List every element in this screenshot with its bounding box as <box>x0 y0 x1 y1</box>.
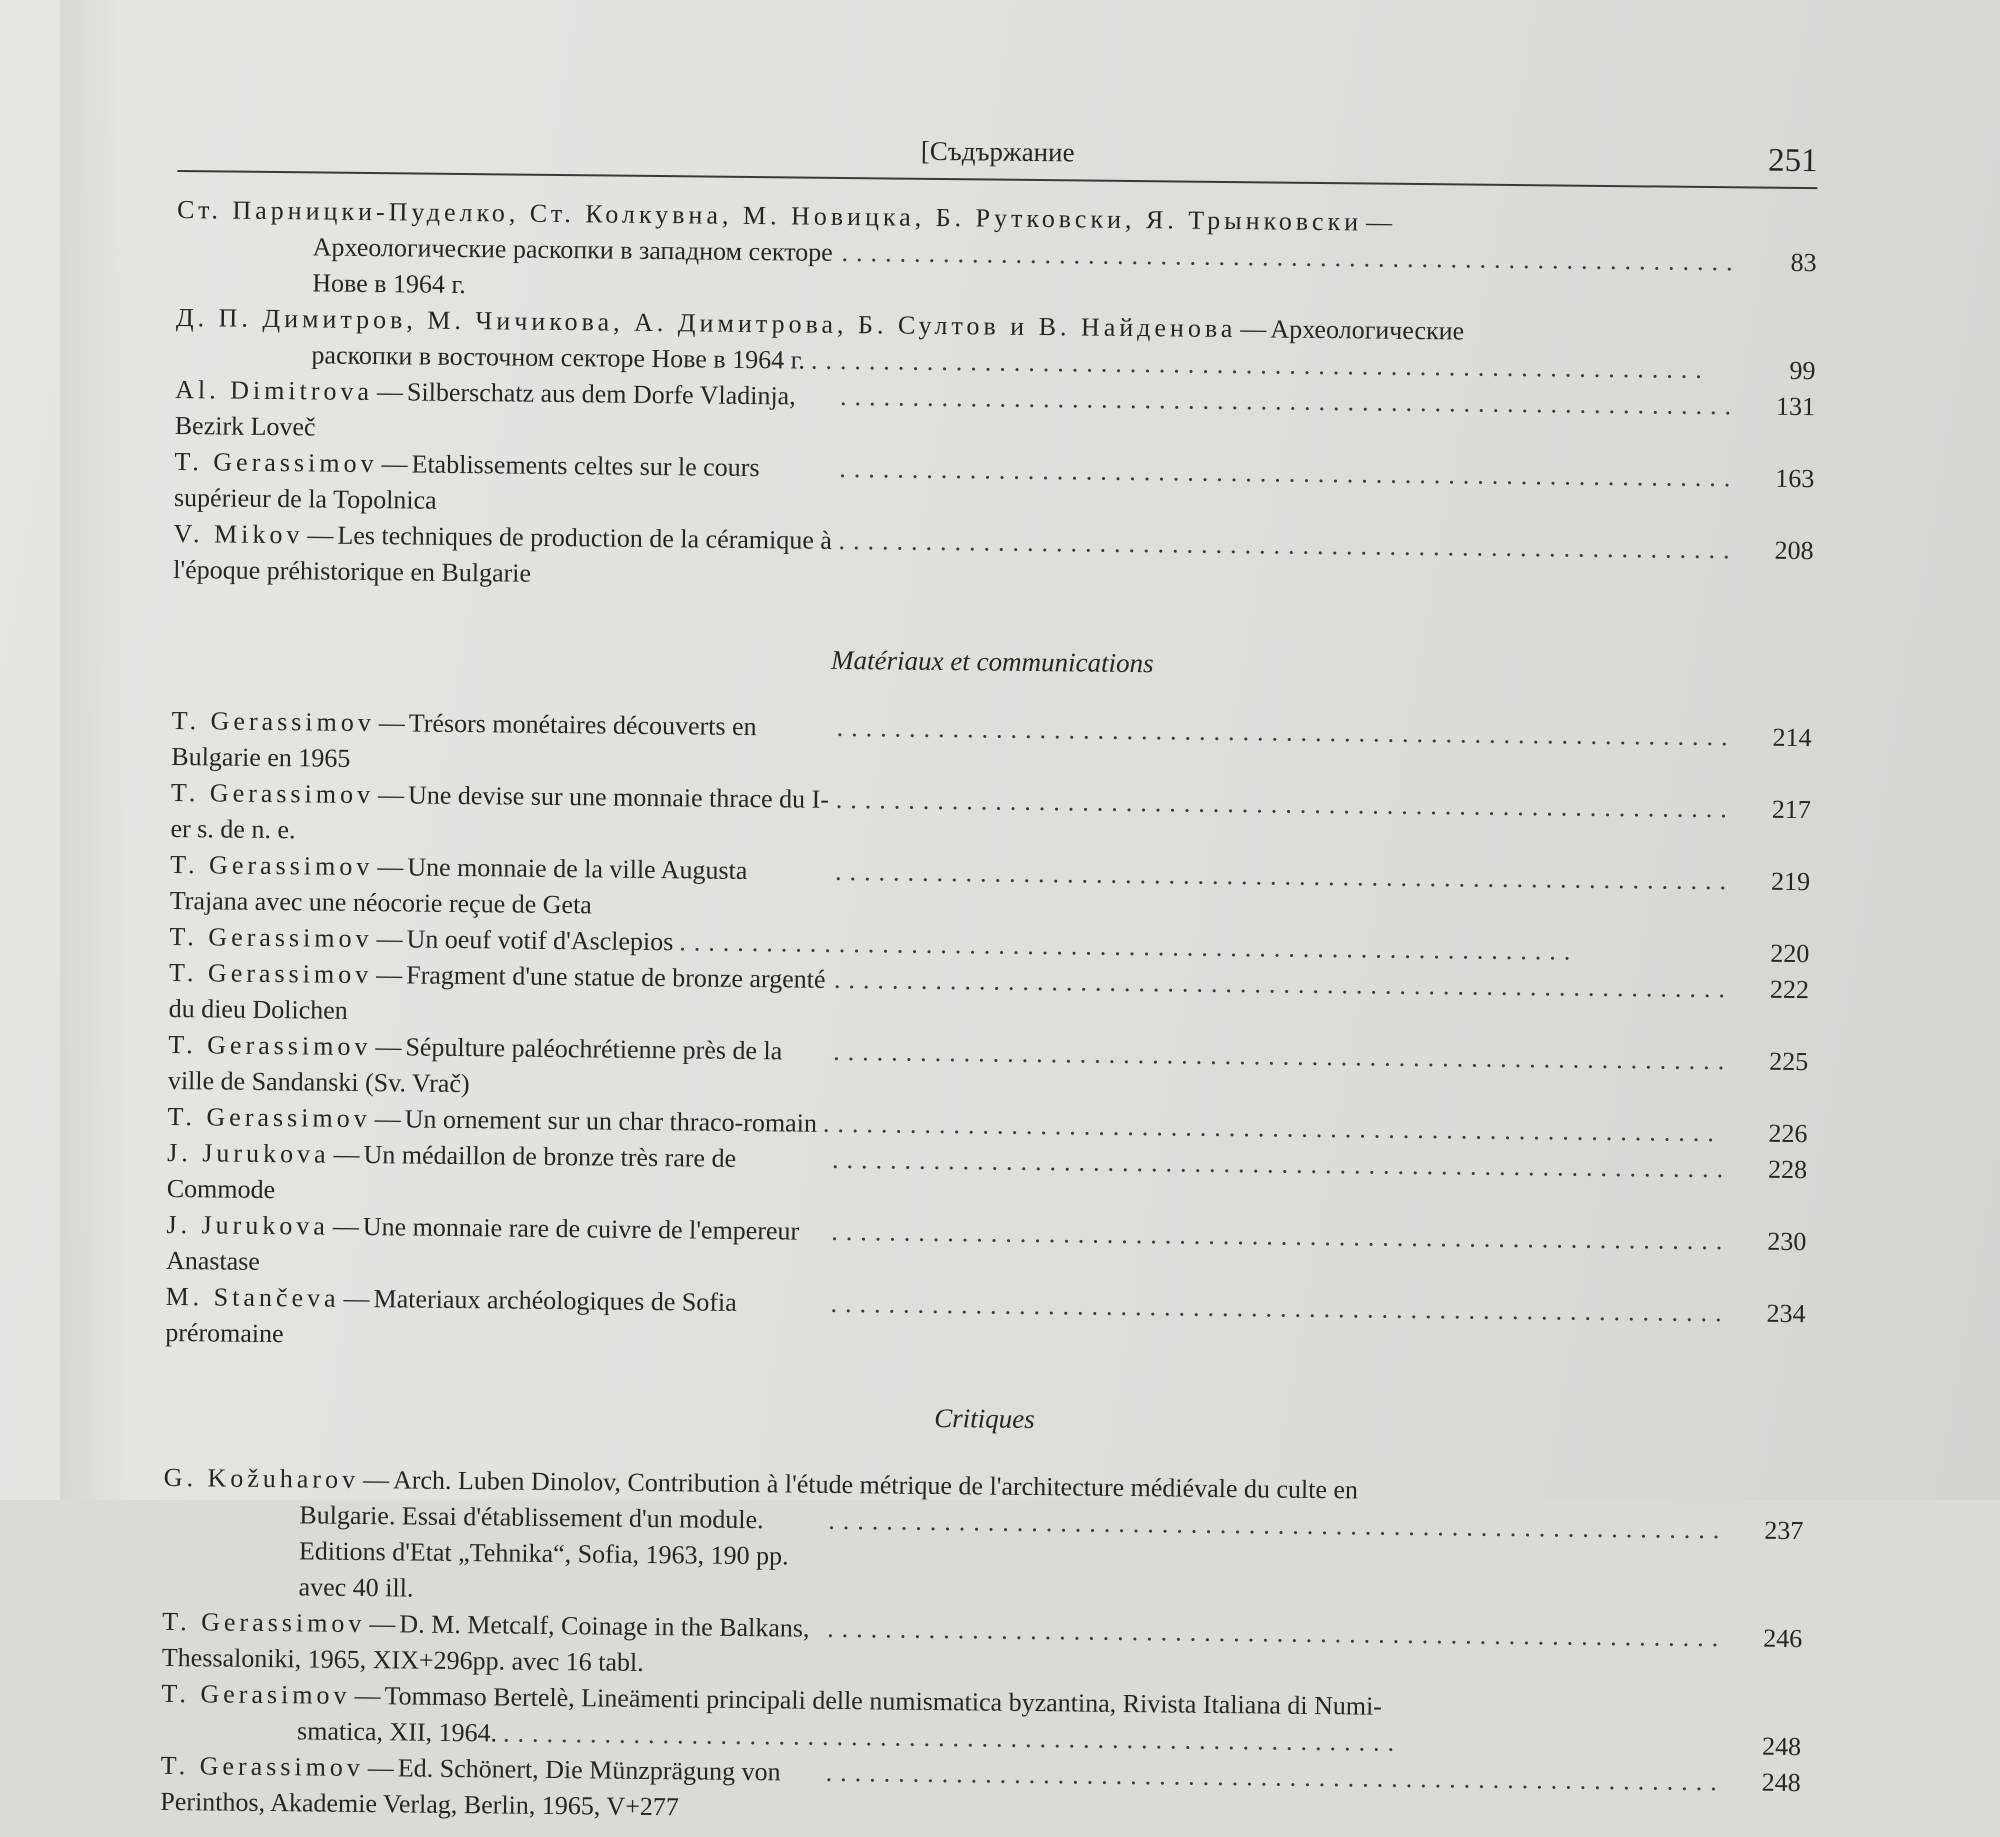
entry-dash: — <box>378 780 404 809</box>
entry-page: 226 <box>1737 1115 1807 1152</box>
dot-leader: .............................................................. <box>835 854 1734 899</box>
entry-page: 163 <box>1744 460 1814 497</box>
entry-author: T. Gerassimov <box>171 778 374 809</box>
entry-dash: — <box>376 924 402 953</box>
entry-page: 219 <box>1740 863 1810 900</box>
entry-dash: — <box>376 960 402 989</box>
entry-dash: — <box>369 1609 395 1638</box>
entry-title-continued: smatica, XII, 1964. <box>161 1712 497 1752</box>
dot-leader: .............................................................. <box>832 1142 1731 1187</box>
dot-leader: .............................................................. <box>828 1503 1727 1548</box>
entry-dash: — <box>377 852 403 881</box>
header-title: [Съдържание <box>178 128 1818 176</box>
dot-leader: .............................................................. <box>827 1611 1726 1656</box>
dot-leader: .............................................................. <box>811 343 1740 389</box>
entry-dash: — <box>333 1212 359 1241</box>
entry-title: Les techniques de production de la céramique à l'époque préhistorique en Bulgarie <box>173 521 832 588</box>
page-header <box>177 118 1817 189</box>
entry-author: T. Gerassimov <box>167 1102 370 1133</box>
entry-page: 248 <box>1730 1764 1800 1801</box>
header-page-number: 251 <box>1768 143 1818 181</box>
entry-dash: — <box>375 1104 401 1133</box>
section-title: Critiques <box>164 1395 1804 1443</box>
entry-title: Etablissements celtes sur le cours supérieur de la Topolnica <box>174 449 760 514</box>
entry-dash: — <box>354 1681 380 1710</box>
entry-title: Silberschatz aus dem Dorfe Vladinja, Bezirk Loveč <box>175 377 796 441</box>
dot-leader: .............................................................. <box>831 1214 1730 1259</box>
entry-page: 246 <box>1732 1620 1802 1657</box>
entry-title: D. M. Metcalf, Coinage in the Balkans, Thessaloniki, 1965, XIX+296pp. avec 16 tabl. <box>162 1609 810 1677</box>
entry-author: T. Gerassimov <box>169 958 372 989</box>
entry-author: Ст. Парницки-Пуделко, Ст. Колкувна, М. Новицка, Б. Рутковски, Я. Трынковски <box>177 195 1362 236</box>
entry-title: Une monnaie de la ville Augusta Trajana avec une néocorie reçue de Geta <box>170 852 748 919</box>
entry-dash: — <box>307 520 333 549</box>
entry-dash: — <box>381 449 407 478</box>
entry-author: M. Stančeva <box>166 1282 340 1313</box>
dot-leader: .............................................................. <box>833 1034 1732 1079</box>
entry-page: 222 <box>1739 971 1809 1008</box>
entry-page: 248 <box>1731 1728 1801 1765</box>
dot-leader: .............................................................. <box>840 379 1739 424</box>
entry-title: Un ornement sur un char thraco-romain <box>405 1104 818 1137</box>
entry-author: T. Gerassimov <box>170 850 373 881</box>
entry-title-continued: Археологические раскопки в западном секторе Нове в 1964 г. <box>176 228 836 307</box>
entry-page: 214 <box>1741 719 1811 756</box>
entry-author: T. Gerassimov <box>174 447 377 478</box>
entry-title: Une monnaie rare de cuivre de l'empereur Anastase <box>166 1212 799 1276</box>
dot-leader: .............................................................. <box>830 1286 1729 1331</box>
dot-leader: .............................................................. <box>841 235 1740 280</box>
entry-dash: — <box>343 1284 369 1313</box>
dot-leader: .............................................................. <box>679 924 1733 971</box>
entry-title-continued: раскопки в восточном секторе Нове в 1964 г. <box>175 336 805 379</box>
entry-page: 131 <box>1745 388 1815 425</box>
entry-title: Arch. Luben Dinolov, Contribution à l'étude métrique de l'architecture médiévale du culte en <box>393 1465 1358 1504</box>
entry-author: G. Kožuharov <box>164 1463 360 1494</box>
entry-page: 220 <box>1739 935 1809 972</box>
page-fold-shadow <box>60 0 130 1500</box>
toc-entry <box>176 192 1817 317</box>
table-of-contents <box>160 118 1818 1837</box>
entry-title: Tommaso Bertelè, Lineämenti principali delle numismatica byzantina, Rivista Italiana di Numi- <box>384 1681 1382 1720</box>
entry-page: 234 <box>1735 1295 1805 1332</box>
dot-leader: .............................................................. <box>834 962 1733 1007</box>
entry-page: 208 <box>1743 532 1813 569</box>
entry-dash: — <box>375 1032 401 1061</box>
dot-leader: .............................................................. <box>823 1106 1732 1152</box>
dot-leader: .............................................................. <box>836 782 1735 827</box>
dot-leader: .............................................................. <box>838 523 1737 568</box>
entry-title: Materiaux archéologiques de Sofia préromaine <box>165 1284 737 1348</box>
entry-page: 237 <box>1733 1512 1803 1549</box>
entry-title: Sépulture paléochrétienne près de la ville de Sandanski (Sv. Vrač) <box>168 1032 783 1098</box>
entry-dash: — <box>363 1465 389 1494</box>
entry-title: Trésors monétaires découverts en Bulgarie en 1965 <box>171 708 757 772</box>
entry-title: Un médaillon de bronze très rare de Commode <box>167 1140 737 1204</box>
entry-page: 83 <box>1746 244 1816 281</box>
entry-dash: — <box>368 1753 394 1782</box>
entry-title: Une devise sur une monnaie thrace du I-er s. de n. e. <box>170 780 829 844</box>
entry-page: 228 <box>1737 1151 1807 1188</box>
entry-title: Fragment d'une statue de bronze argenté du dieu Dolichen <box>169 960 826 1024</box>
entry-author: J. Jurukova <box>167 1138 330 1169</box>
entry-title: Археологические <box>1270 314 1464 345</box>
entry-author: T. Gerassimov <box>169 922 372 953</box>
dot-leader: .............................................................. <box>839 451 1738 496</box>
entry-author: T. Gerasimov <box>161 1679 350 1710</box>
articles-list <box>173 192 1817 605</box>
entry-author: T. Gerassimov <box>172 706 375 737</box>
entry-author: T. Gerassimov <box>162 1607 365 1638</box>
toc-entry <box>162 1460 1803 1621</box>
entry-author: Al. Dimitrova <box>175 375 373 406</box>
entry-page: 225 <box>1738 1043 1808 1080</box>
entry-dash: — <box>1366 207 1392 236</box>
entry-title: Un oeuf votif d'Asclepios <box>406 924 673 956</box>
dot-leader: .............................................................. <box>826 1755 1725 1800</box>
dot-leader: .............................................................. <box>836 710 1735 755</box>
entry-page: 99 <box>1745 352 1815 389</box>
entry-page: 217 <box>1741 791 1811 828</box>
entry-dash: — <box>1240 314 1266 343</box>
section-title: Matériaux et communications <box>172 638 1812 686</box>
entry-dash: — <box>333 1140 359 1169</box>
materials-list <box>165 703 1812 1368</box>
entry-title-continued: Bulgarie. Essai d'établissement d'un module. Editions d'Etat „Tehnika“, Sofia, 1963, 190 pp. avec 40 ill. <box>162 1496 822 1611</box>
entry-author: V. Mikov <box>173 519 303 549</box>
entry-author: J. Jurukova <box>166 1210 329 1241</box>
entry-author: T. Gerassimov <box>168 1030 371 1061</box>
entry-dash: — <box>377 377 403 406</box>
dot-leader: .............................................................. <box>503 1715 1725 1764</box>
entry-author: T. Gerassimov <box>161 1751 364 1782</box>
entry-page: 230 <box>1736 1223 1806 1260</box>
entry-dash: — <box>379 708 405 737</box>
critiques-list <box>160 1460 1804 1837</box>
entry-title: Ed. Schönert, Die Münzprägung von Perinthos, Akademie Verlag, Berlin, 1965, V+277 <box>160 1753 781 1821</box>
entry-author: Д. П. Димитров, М. Чичикова, А. Димитрова, Б. Султов и В. Найденова <box>176 303 1237 343</box>
